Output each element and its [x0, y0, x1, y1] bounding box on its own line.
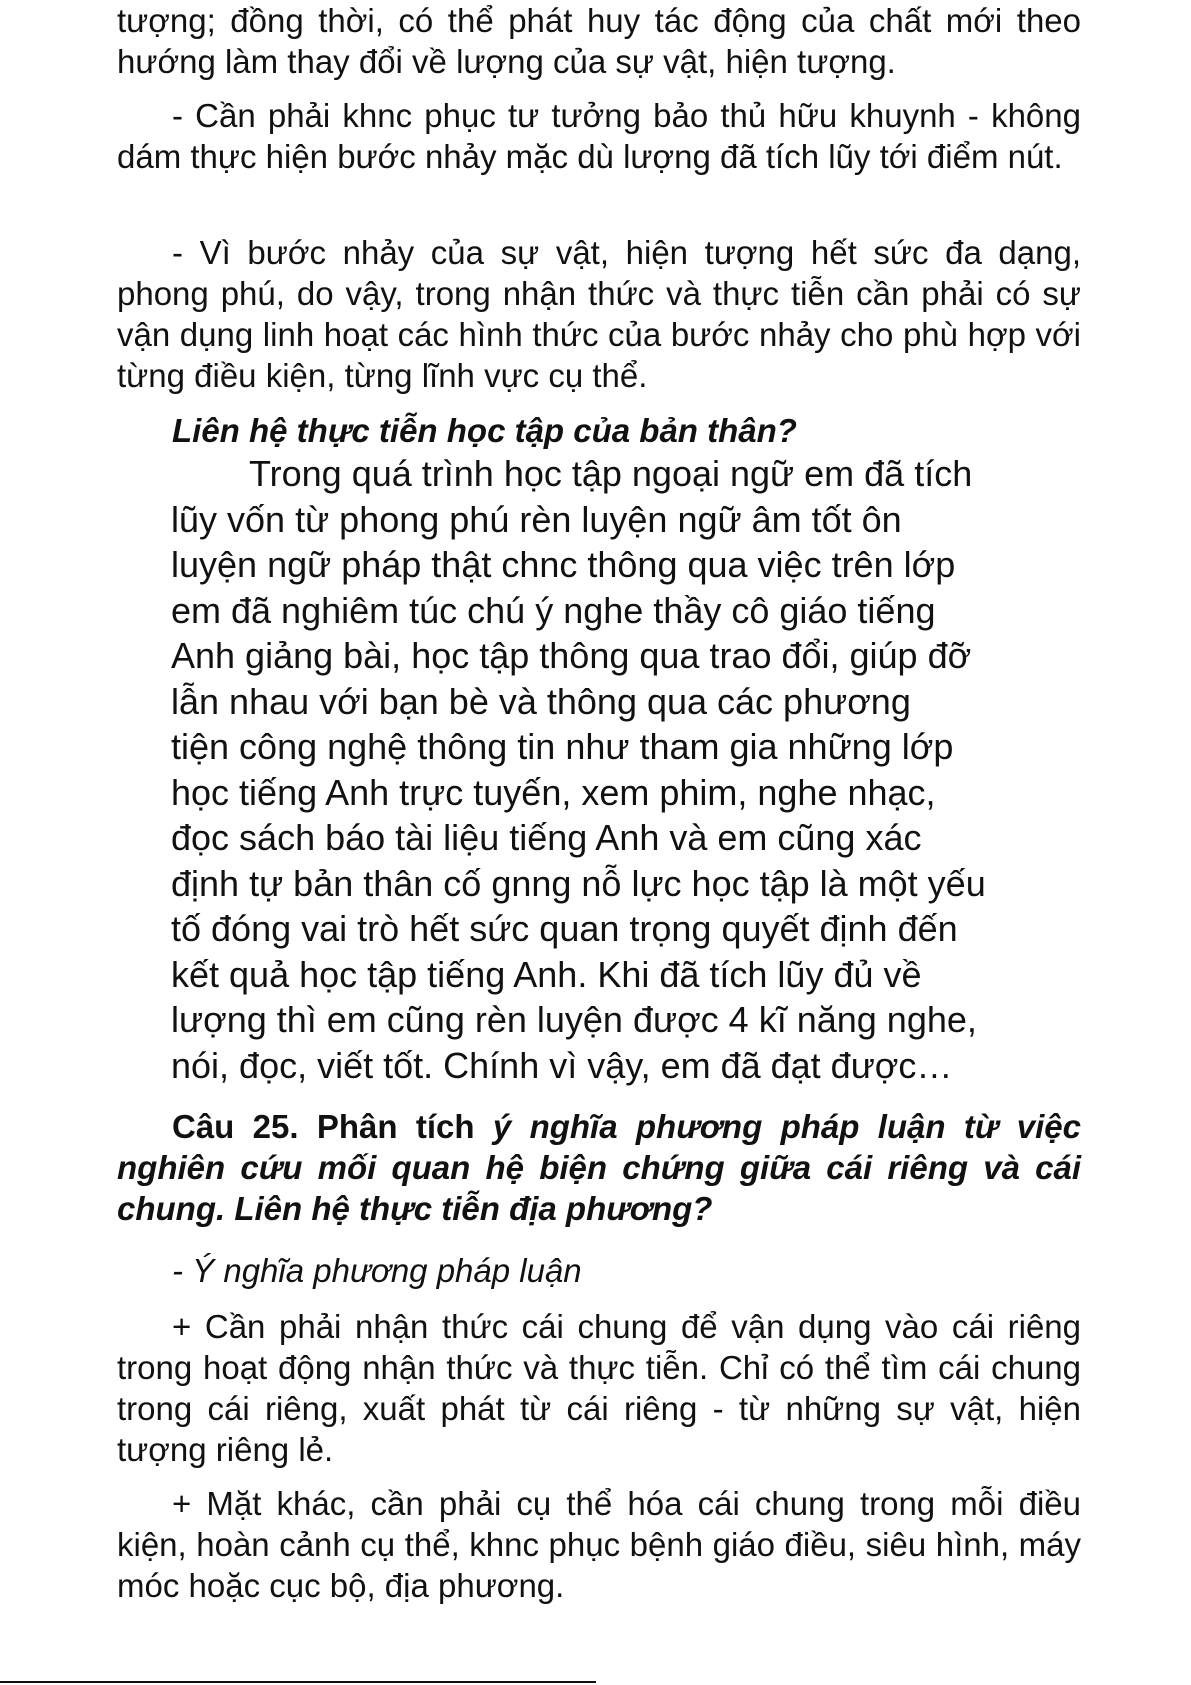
question-25-topic: ý nghĩa phương pháp luận từ việc nghiên cứu mối quan hệ biện chứng giữa cái riêng và cái chung. Liên hệ thực tiễn địa phương? [117, 1108, 1081, 1227]
answer-line: định tự bản thân cố gnng nỗ lực học tập là một yếu [171, 862, 986, 904]
paragraph-conservatism: - Cần phải khnc phục tư tưởng bảo thủ hữu khuynh - không dám thực hiện bước nhảy mặc dù lượng đã tích lũy tới điểm nút. [117, 97, 1081, 175]
answer-line: nói, đọc, viết tốt. Chính vì vậy, em đã đạt được… [171, 1044, 953, 1086]
answer-line: học tiếng Anh trực tuyến, xem phim, nghe nhạc, [171, 771, 936, 813]
meaning-label: - Ý nghĩa phương pháp luận [172, 1252, 582, 1289]
paragraph-concretize-general: + Mặt khác, cần phải cụ thể hóa cái chung trong mỗi điều kiện, hoàn cảnh cụ thể, khnc phục bệnh giáo điều, siêu hình, máy móc hoặc cục bộ, địa phương. [117, 1485, 1081, 1604]
answer-line: Trong quá trình học tập ngoại ngữ em đã tích [249, 453, 973, 494]
question-25 [117, 1106, 1081, 1229]
answer-block [171, 451, 1091, 1088]
answer-line: tiện công nghệ thông tin như tham gia những lớp [171, 726, 954, 767]
paragraph-continuation: tượng; đồng thời, có thể phát huy tác động của chất mới theo hướng làm thay đổi về lượng của sự vật, hiện tượng. [117, 2, 1081, 80]
footnote-rule [0, 1681, 596, 1683]
paragraph-general-in-particular: + Cần phải nhận thức cái chung để vận dụng vào cái riêng trong hoạt động nhận thức và thực tiễn. Chỉ có thể tìm cái chung trong cái riêng, xuất phát từ cái riêng - từ những sự vật, hiện tượng riêng lẻ. [117, 1308, 1081, 1468]
answer-line: em đã nghiêm túc chú ý nghe thầy cô giáo tiếng [171, 589, 936, 631]
answer-line: tố đóng vai trò hết sức quan trọng quyết định đến [171, 908, 958, 949]
heading-practice-link: Liên hệ thực tiễn học tập của bản thân? [172, 412, 797, 449]
answer-line: lượng thì em cũng rèn luyện được 4 kĩ năng nghe, [171, 999, 977, 1040]
paragraph-leap-forms: - Vì bước nhảy của sự vật, hiện tượng hết sức đa dạng, phong phú, do vậy, trong nhận thức và thực tiễn cần phải có sự vận dụng linh hoạt các hình thức của bước nhảy cho phù hợp với từng điều kiện, từng lĩnh vực cụ thể. [117, 234, 1081, 394]
answer-line: Anh giảng bài, học tập thông qua trao đổi, giúp đỡ [171, 635, 972, 676]
answer-line: đọc sách báo tài liệu tiếng Anh và em cũng xác [171, 817, 922, 858]
answer-line: lẫn nhau với bạn bè và thông qua các phương [171, 680, 911, 722]
answer-line: luyện ngữ pháp thật chnc thông qua việc trên lớp [171, 544, 956, 585]
answer-line: kết quả học tập tiếng Anh. Khi đã tích lũy đủ về [171, 953, 922, 995]
answer-line: lũy vốn từ phong phú rèn luyện ngữ âm tốt ôn [171, 498, 902, 540]
question-25-label: Câu 25. Phân tích [172, 1108, 493, 1145]
